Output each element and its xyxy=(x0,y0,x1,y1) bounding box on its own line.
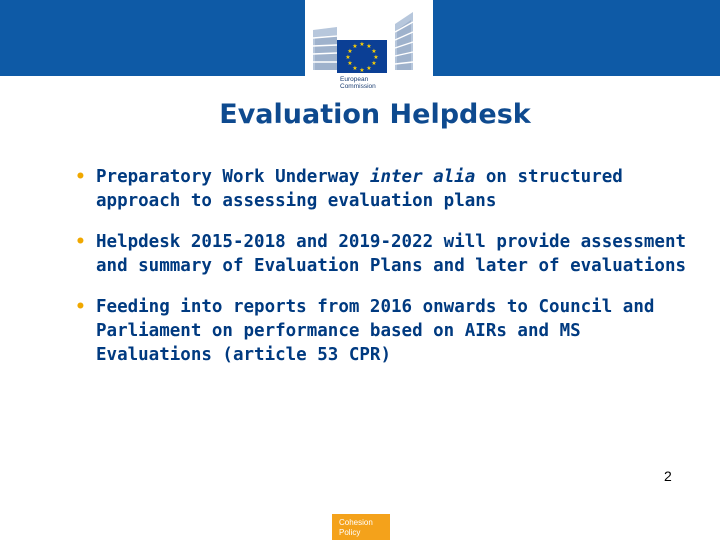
svg-text:★: ★ xyxy=(366,65,372,72)
slide-title: Evaluation Helpdesk xyxy=(219,99,531,130)
cohesion-policy-badge xyxy=(332,514,390,540)
bullet-text: Feeding into reports from 2016 onwards to Council and Parliament on performance based on AIRs and MS Evaluations (article 53 CPR) xyxy=(96,297,655,365)
bullet-emphasis: inter alia xyxy=(369,167,476,187)
svg-text:★: ★ xyxy=(345,54,351,61)
bullet-text: Preparatory Work Underway xyxy=(96,167,370,187)
logo-line-1: European xyxy=(340,76,369,83)
svg-text:★: ★ xyxy=(371,60,377,67)
bullet-dot-icon: • xyxy=(75,232,86,252)
logo-line-2: Commission xyxy=(340,83,376,90)
bullet-text: on structured approach to assessing evaluation plans xyxy=(96,167,623,211)
page-number: 2 xyxy=(664,468,672,484)
svg-text:★: ★ xyxy=(359,67,365,74)
european-commission-logo xyxy=(305,0,433,102)
svg-text:★: ★ xyxy=(371,48,377,55)
svg-text:★: ★ xyxy=(359,41,365,48)
bullet-item-2 xyxy=(75,230,695,278)
badge-line-2: Policy xyxy=(339,528,361,537)
svg-text:★: ★ xyxy=(352,43,358,50)
logo-caption xyxy=(340,76,400,90)
badge-line-1: Cohesion xyxy=(339,518,373,527)
svg-text:★: ★ xyxy=(347,48,353,55)
svg-text:★: ★ xyxy=(366,43,372,50)
bullet-dot-icon: • xyxy=(75,167,86,187)
bullet-item-3 xyxy=(75,295,695,367)
svg-text:★: ★ xyxy=(373,54,379,61)
bullet-item-1 xyxy=(75,165,695,213)
bullet-dot-icon: • xyxy=(75,297,86,317)
svg-text:★: ★ xyxy=(352,65,358,72)
bullet-text: Helpdesk 2015-2018 and 2019-2022 will provide assessment and summary of Evaluation Plans and later of evaluations xyxy=(96,232,687,276)
svg-text:★: ★ xyxy=(347,60,353,67)
bullet-list xyxy=(75,165,695,384)
